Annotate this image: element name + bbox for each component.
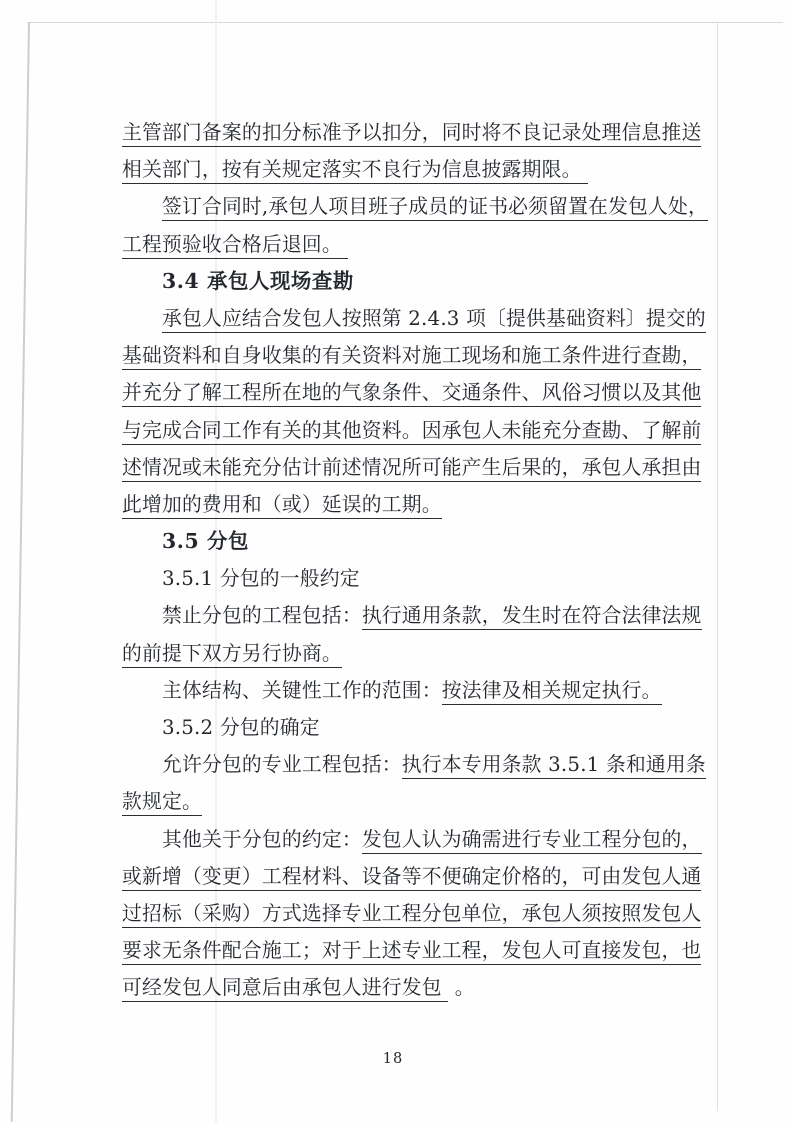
text-segment: 其他关于分包的约定： [162,827,362,851]
text-segment: 3.5 分包 [162,529,249,554]
text-line [122,858,710,895]
underlined-text-segment: 要求无条件配合施工；对于上述专业工程，发包人可直接发包，也 [122,939,701,965]
underlined-text-segment: 此增加的费用和（或）延误的工期。 [122,493,442,519]
text-segment: 。 [448,976,475,1000]
underlined-text-segment: 发包人认为确需进行专业工程分包的， [362,828,702,854]
underlined-text-segment: 的前提下双方另行协商。 [122,642,342,668]
underlined-text-segment: 述情况或未能充分估计前述情况所可能产生后果的，承包人承担由 [122,456,701,482]
clause-heading-line [122,523,710,560]
text-line [122,412,710,449]
underlined-text-segment: 可经发包人同意后由承包人进行发包 [122,976,448,1002]
document-body [122,114,710,1007]
underlined-text-segment: 与完成合同工作有关的其他资料。因承包人未能充分查勘、了解前 [122,419,701,445]
text-line [122,969,710,1006]
text-segment: 主体结构、关键性工作的范围： [162,678,442,702]
underlined-text-segment: 或新增（变更）工程材料、设备等不便确定价格的，可由发包人通 [122,865,701,891]
underlined-text-segment: 承包人应结合发包人按照第 2.4.3 项〔提供基础资料〕提交的 [162,307,706,333]
underlined-text-segment: 并充分了解工程所在地的气象条件、交通条件、风俗习惯以及其他 [122,381,701,407]
text-line [122,821,710,858]
text-line [122,597,710,634]
text-line [122,746,710,783]
text-line [122,151,710,188]
text-segment: 3.5.1 分包的一般约定 [162,567,360,591]
underlined-text-segment: 相关部门，按有关规定落实不良行为信息披露期限。 [122,158,588,184]
text-line [122,895,710,932]
text-segment: 3.5.2 分包的确定 [162,716,320,739]
text-segment: 3.4 承包人现场查勘 [162,268,354,293]
underlined-text-segment: 工程预验收合格后退回。 [122,233,348,259]
text-line [122,709,710,746]
text-line [122,226,710,263]
page-frame-top-line [27,22,783,23]
text-line [122,560,710,597]
text-line [122,188,710,225]
text-line [122,635,710,672]
text-line [122,374,710,411]
text-line [122,486,710,523]
text-segment: 允许分包的专业工程包括： [162,753,402,777]
text-line [122,932,710,969]
page-frame-left-line [11,22,30,1122]
underlined-text-segment: 基础资料和自身收集的有关资料对施工现场和施工条件进行查勘， [122,344,701,370]
page-frame-right-line [717,23,718,1111]
page-number: 18 [382,1051,404,1067]
underlined-text-segment: 款规定。 [122,790,202,816]
text-line [122,672,710,709]
underlined-text-segment: 签订合同时,承包人项目班子成员的证书必须留置在发包人处， [162,195,708,221]
text-line [122,449,710,486]
underlined-text-segment: 过招标（采购）方式选择专业工程分包单位，承包人须按照发包人 [122,902,701,928]
text-line [122,300,710,337]
underlined-text-segment: 按法律及相关规定执行。 [442,679,662,705]
underlined-text-segment: 执行本专用条款 3.5.1 条和通用条 [402,753,706,779]
underlined-text-segment: 执行通用条款，发生时在符合法律法规 [362,604,702,630]
clause-heading-line [122,263,710,300]
text-line [122,114,710,151]
text-segment: 禁止分包的工程包括： [162,604,362,628]
text-line [122,337,710,374]
text-line [122,783,710,820]
underlined-text-segment: 主管部门备案的扣分标准予以扣分，同时将不良记录处理信息推送 [122,121,701,147]
